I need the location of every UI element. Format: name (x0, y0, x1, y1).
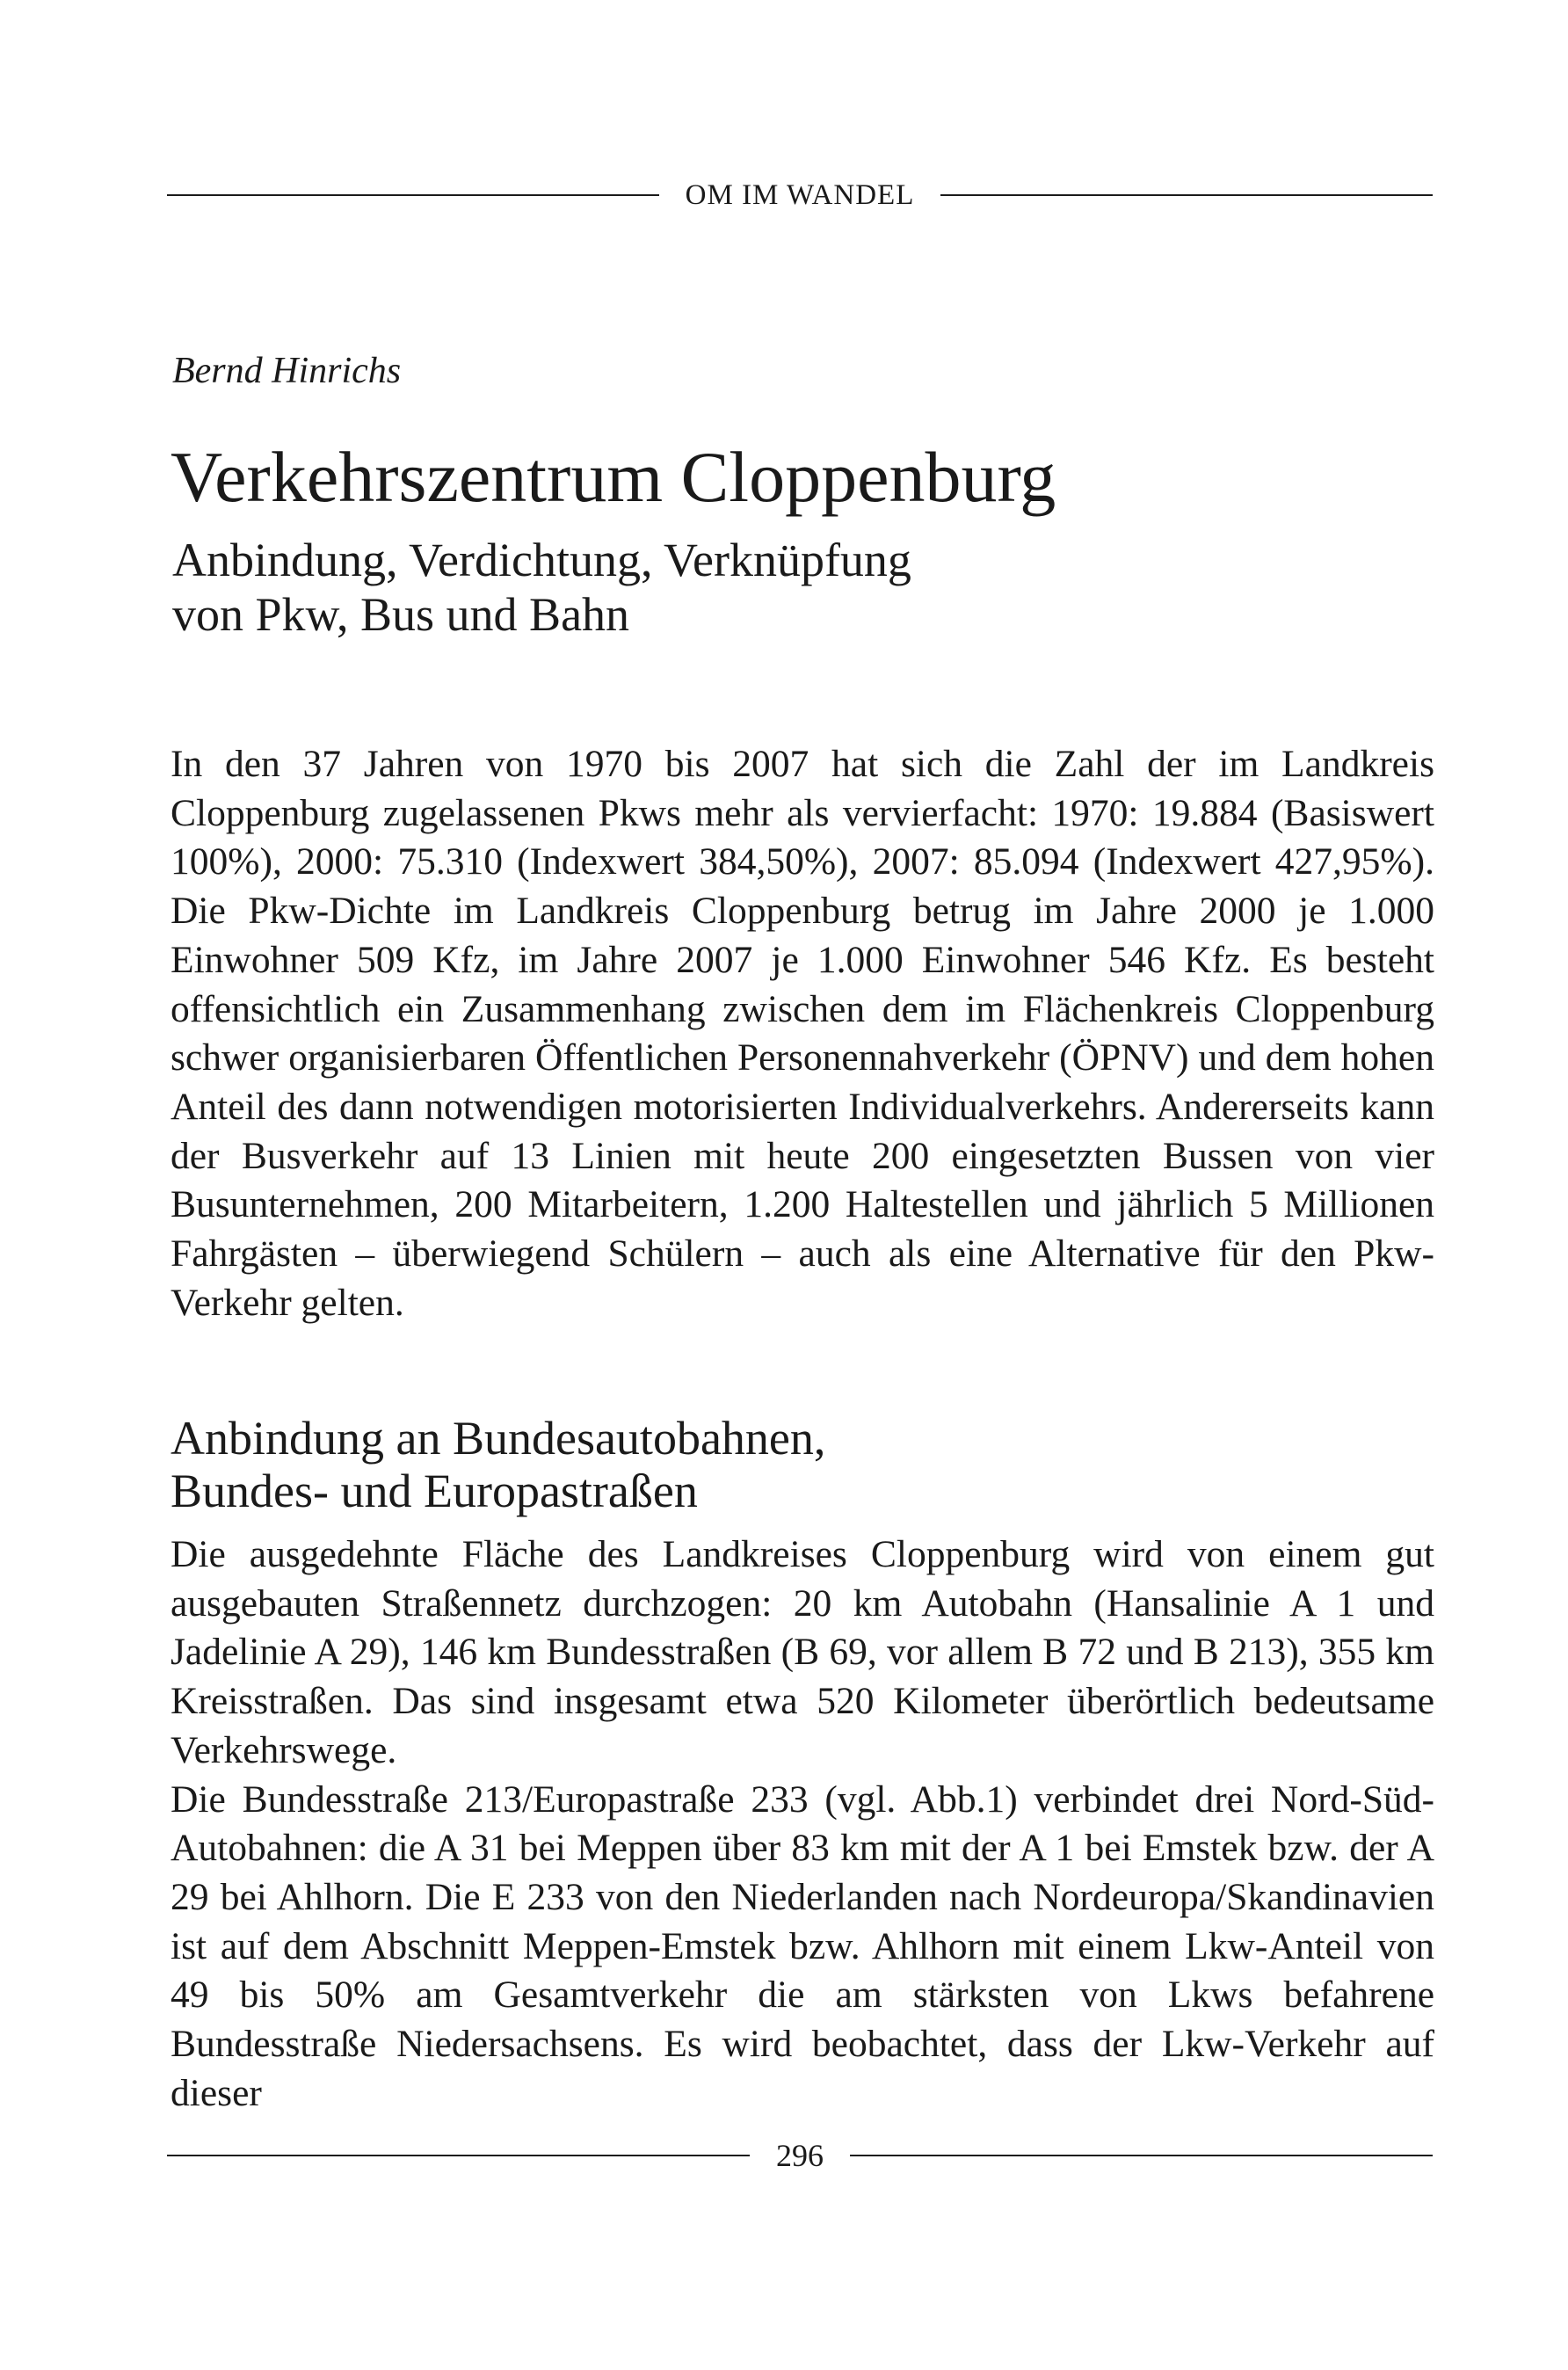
subtitle-line: Anbindung, Verdichtung, Verknüpfung (172, 534, 911, 586)
article-subtitle (172, 533, 911, 642)
section-body (171, 1530, 1434, 2118)
article-author: Bernd Hinrichs (172, 351, 402, 391)
page-footer (167, 2138, 1433, 2173)
header-rule-right (940, 194, 1433, 196)
running-header (167, 178, 1433, 213)
header-rule-left (167, 194, 659, 196)
intro-paragraph: In den 37 Jahren von 1970 bis 2007 hat sich die Zahl der im Landkreis Cloppenburg zugelassenen Pkws mehr als vervierfacht: 1970: 19.884 (Basiswert 100%), 2000: 75.310 (Indexwert 384,50%), 2007: 85.094 (Indexwert 427,95%). Die Pkw-Dichte im Landkreis Cloppenburg betrug im Jahre 2000 je 1.000 Einwohner 509 Kfz, im Jahre 2007 je 1.000 Einwohner 546 Kfz. Es besteht offensichtlich ein Zusammenhang zwischen dem im Flächenkreis Cloppenburg schwer organisierbaren Öffentlichen Personennahverkehr (ÖPNV) und dem hohen Anteil des dann notwendigen motorisierten Individualverkehrs. Andererseits kann der Busverkehr auf 13 Linien mit heute 200 eingesetzten Bussen von vier Busunternehmen, 200 Mitarbeitern, 1.200 Haltestellen und jährlich 5 Millionen Fahrgästen – überwiegend Schülern – auch als eine Alternative für den Pkw-Verkehr gelten. (171, 743, 1434, 1324)
section-heading-line: Bundes- und Europastraßen (171, 1465, 698, 1517)
section-paragraph: Die Bundesstraße 213/Europastraße 233 (vgl. Abb.1) verbindet drei Nord-Süd-Autobahnen: die A 31 bei Meppen über 83 km mit der A 1 bei Emstek bzw. der A 29 bei Ahlhorn. Die E 233 von den Niederlanden nach Nordeuropa/Skandinavien ist auf dem Abschnitt Meppen-Emstek bzw. Ahlhorn mit einem Lkw-Anteil von 49 bis 50% am Gesamtverkehr die am stärksten von Lkws befahrene Bundesstraße Niedersachsens. Es wird beobachtet, dass der Lkw-Verkehr auf dieser (171, 1778, 1434, 2114)
running-title: OM IM WANDEL (685, 178, 915, 211)
subtitle-line: von Pkw, Bus und Bahn (172, 588, 630, 641)
section-paragraph: Die ausgedehnte Fläche des Landkreises Cloppenburg wird von einem gut ausgebauten Straßennetz durchzogen: 20 km Autobahn (Hansalinie A 1 und Jadelinie A 29), 146 km Bundesstraßen (B 69, vor allem B 72 und B 213), 355 km Kreisstraßen. Das sind insgesamt etwa 520 Kilometer überörtlich bedeutsame Verkehrswege. (171, 1533, 1434, 1771)
footer-rule-left (167, 2155, 750, 2156)
footer-rule-right (850, 2155, 1433, 2156)
page-number: 296 (776, 2138, 824, 2173)
section-heading-line: Anbindung an Bundesautobahnen, (171, 1412, 826, 1465)
section-heading (171, 1412, 825, 1517)
article-title: Verkehrszentrum Cloppenburg (171, 437, 1056, 517)
